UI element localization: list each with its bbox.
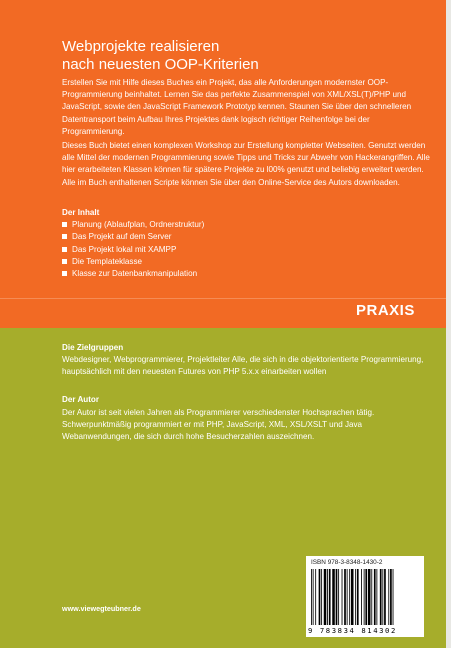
barcode-bar	[365, 569, 367, 625]
barcode-bar	[347, 569, 348, 625]
barcode-bar	[371, 569, 372, 625]
zielgruppen-heading: Die Zielgruppen	[62, 343, 124, 352]
square-bullet-icon	[62, 271, 67, 276]
isbn-barcode-box	[306, 556, 424, 637]
inhalt-item-label: Klasse zur Datenbankmanipulation	[72, 269, 198, 279]
barcode-bar	[349, 569, 350, 625]
inhalt-item	[62, 268, 204, 280]
barcode-bar	[382, 569, 383, 625]
inhalt-list	[62, 219, 204, 280]
isbn-number: ISBN 978-3-8348-1430-2	[311, 559, 383, 566]
publisher-url[interactable]: www.viewegteubner.de	[62, 604, 141, 613]
barcode-bar	[321, 569, 322, 625]
barcode-bar	[374, 569, 376, 625]
inhalt-item	[62, 256, 204, 268]
cover-title	[62, 38, 422, 74]
barcode-bar	[357, 569, 359, 625]
barcode-bar	[393, 569, 394, 625]
band-divider	[0, 298, 451, 299]
inhalt-item	[62, 219, 204, 231]
barcode-bar	[332, 569, 335, 625]
barcode-bar	[315, 569, 316, 625]
inhalt-item-label: Das Projekt lokal mit XAMPP	[72, 244, 177, 254]
barcode-bar	[336, 569, 338, 625]
cover-edge	[446, 0, 451, 648]
barcode-bar	[324, 569, 327, 625]
barcode-bar	[388, 569, 389, 625]
barcode-bar	[355, 569, 356, 625]
inhalt-item-label: Planung (Ablaufplan, Ordnerstruktur)	[72, 220, 205, 229]
barcode-bar	[368, 569, 371, 625]
barcode-bar	[384, 569, 386, 625]
barcode-bar	[338, 569, 339, 625]
barcode-bar	[390, 569, 392, 625]
inhalt-heading: Der Inhalt	[62, 208, 100, 217]
square-bullet-icon	[62, 234, 67, 239]
inhalt-item-label: Das Projekt auf dem Server	[72, 232, 172, 242]
barcode-bar	[311, 569, 312, 625]
barcode-bar	[351, 569, 354, 625]
square-bullet-icon	[62, 222, 67, 227]
series-label: PRAXIS	[356, 302, 415, 319]
barcode-bar	[361, 569, 362, 625]
zielgruppen-text: Webdesigner, Webprogrammierer, Projektleiter Alle, die sich in die objektorientierte Programmierung, hauptsächlich mit den neuesten Futures von PHP 5.x.x einarbeiten wollen	[62, 355, 424, 376]
inhalt-item-label: Die Templateklasse	[72, 256, 143, 266]
intro-paragraph: Erstellen Sie mit Hilfe dieses Buches ein Projekt, das alle Anforderungen modernster OOP-Programmierung beinhaltet. Lernen Sie das perfekte Zusammenspiel von XML/XSL(T)/PHP und JavaScript, sowie den JavaScript Framework Prototyp kennen. Staunen Sie über den schnelleren Datentransport beim Aufbau Ihres Projektes dank logisch richtiger Reihenfolge bei der Programmierung.	[62, 78, 412, 136]
barcode-bar	[376, 569, 377, 625]
inhalt-item	[62, 244, 204, 256]
title-line-2: nach neuesten OOP-Kriterien	[62, 56, 259, 73]
barcode-bar	[380, 569, 382, 625]
barcode-bar	[364, 569, 365, 625]
barcode-digits: 9 783834 814302	[308, 626, 397, 635]
barcode-graphic	[310, 569, 420, 625]
square-bullet-icon	[62, 259, 67, 264]
square-bullet-icon	[62, 247, 67, 252]
inhalt-item	[62, 231, 204, 243]
barcode-bar	[319, 569, 321, 625]
title-line-1: Webprojekte realisieren	[62, 38, 220, 55]
autor-heading: Der Autor	[62, 395, 100, 404]
barcode-bar	[344, 569, 346, 625]
barcode-bar	[313, 569, 314, 625]
barcode-bar	[327, 569, 328, 625]
workshop-paragraph: Dieses Buch bietet einen komplexen Workshop zur Erstellung kompletter Webseiten. Genutzt werden alle Mittel der modernen Programmierung sowie Tipps und Tricks zur Abwehr von Hackerangriffen. Alle hier erarbeiteten Klassen können für spätere Projekte zu l00% genutzt und beliebig erweitert werden. Alle im Buch enthaltenen Scripte können Sie über den Online-Service des Autors downloaden.	[62, 141, 430, 187]
barcode-bar	[329, 569, 331, 625]
barcode-bar	[342, 569, 343, 625]
autor-text: Der Autor ist seit vielen Jahren als Programmierer verschiedenster Hochsprachen tätig. Schwerpunktmäßig programmiert er mit PHP, JavaScript, XML, XSL/XSLT und Java Webanwendungen, die sich durch hohe Besucherzahlen auszeichnen.	[62, 408, 375, 441]
